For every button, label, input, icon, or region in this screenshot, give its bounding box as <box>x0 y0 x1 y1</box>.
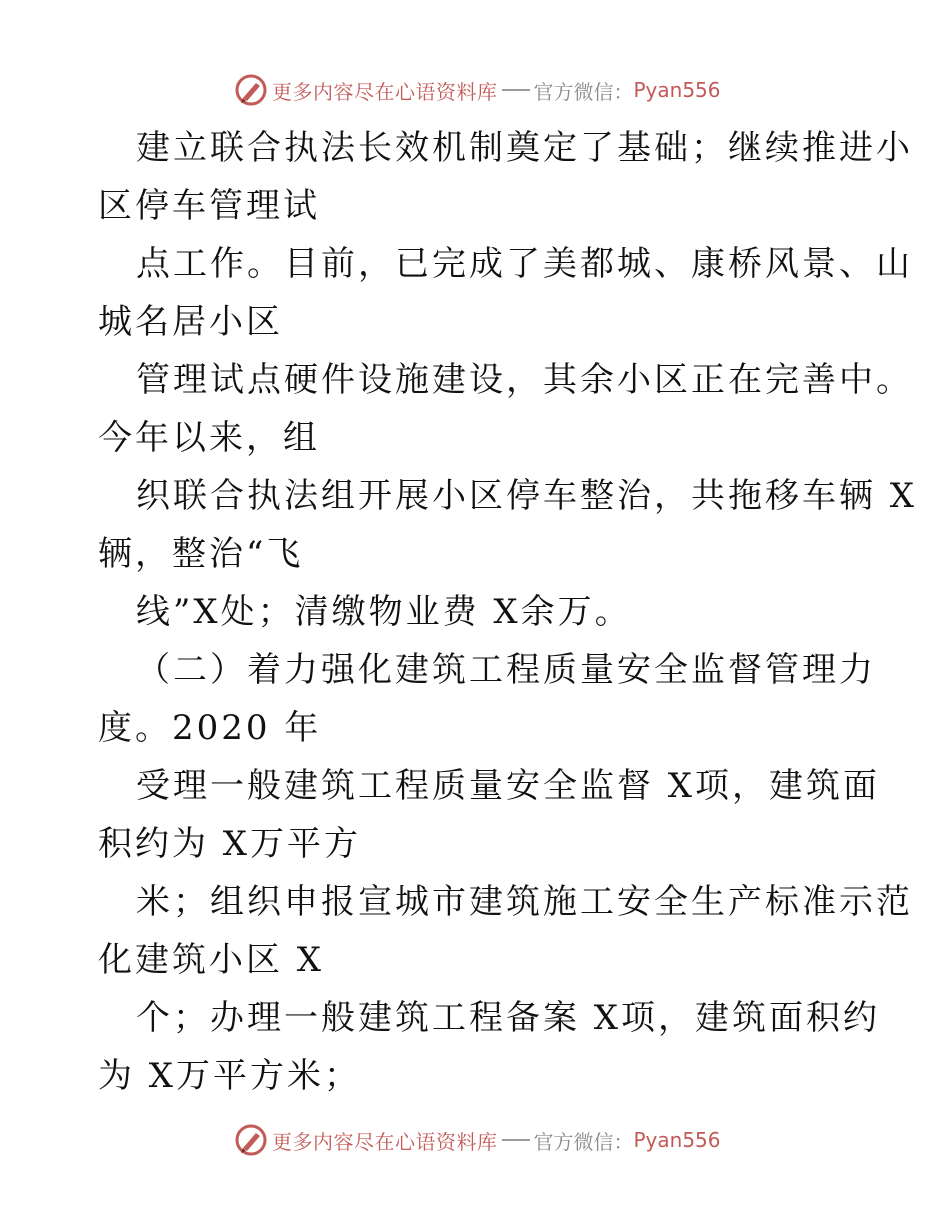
banner-divider <box>502 89 530 91</box>
text-line: 城名居小区 <box>98 302 283 342</box>
text-line: 点工作。目前，已完成了美都城、康桥风景、山 <box>136 244 913 284</box>
text-line: 今年以来，组 <box>98 418 320 458</box>
text-line: 为 X万平方米； <box>98 1056 362 1096</box>
header-banner <box>234 70 721 110</box>
footer-banner <box>234 1120 721 1160</box>
pen-logo-icon <box>234 1123 268 1157</box>
text-line: 积约为 X万平方 <box>98 824 362 864</box>
text-line: 织联合执法组开展小区停车整治，共拖移车辆 X <box>136 476 918 516</box>
text-line: 米；组织申报宣城市建筑施工安全生产标准示范 <box>136 882 913 922</box>
banner-divider <box>502 1139 530 1141</box>
section-heading: （二）着力强化建筑工程质量安全监督管理力 <box>136 650 876 690</box>
text-line: 受理一般建筑工程质量安全监督 X项，建筑面 <box>136 766 881 806</box>
text-line: 度。2020 年 <box>98 708 322 748</box>
text-line: 管理试点硬件设施建设，其余小区正在完善中。 <box>136 360 913 400</box>
banner-wechat-label: 官方微信： <box>533 79 634 104</box>
pen-logo-icon <box>234 73 268 107</box>
text-line: 辆，整治“飞 <box>98 534 304 574</box>
banner-slogan: 更多内容尽在心语资料库 <box>272 1129 498 1154</box>
banner-wechat-id: Pyan556 <box>633 78 721 102</box>
text-line: 建立联合执法长效机制奠定了基础；继续推进小 <box>136 128 913 168</box>
text-line: 区停车管理试 <box>98 186 320 226</box>
banner-wechat-id: Pyan556 <box>633 1128 721 1152</box>
text-line: 线”X处；清缴物业费 X余万。 <box>136 592 632 632</box>
text-line: 个；办理一般建筑工程备案 X项，建筑面积约 <box>136 998 881 1038</box>
text-line: 化建筑小区 X <box>98 940 325 980</box>
banner-wechat-label: 官方微信： <box>533 1129 634 1154</box>
banner-slogan: 更多内容尽在心语资料库 <box>272 79 498 104</box>
